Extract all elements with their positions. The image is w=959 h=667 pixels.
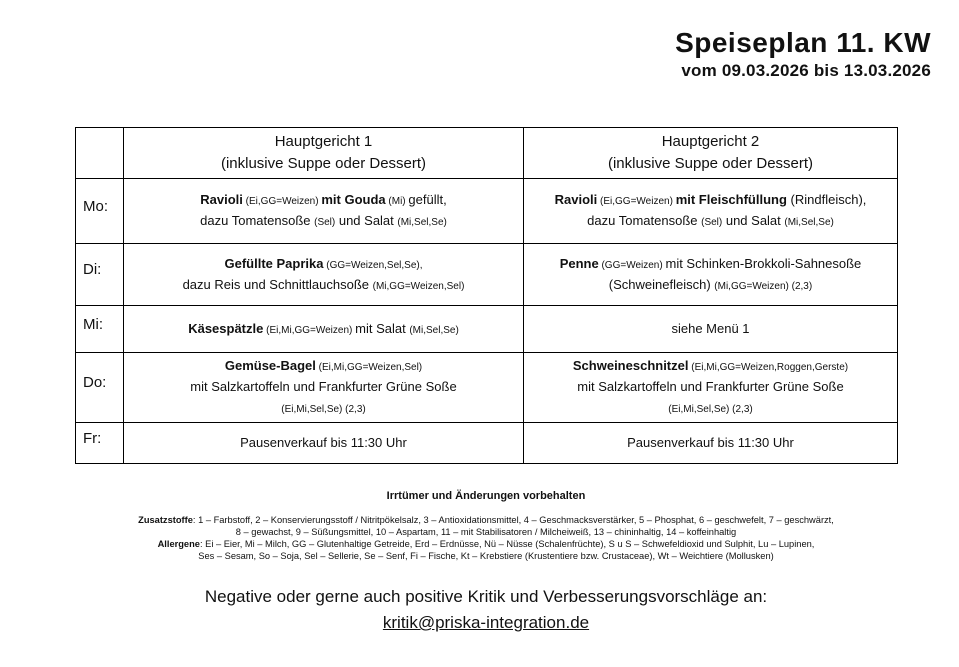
menu-cell: Penne (GG=Weizen) mit Schinken-Brokkoli-Sahnesoße (Schweinefleisch) (Mi,GG=Weizen) (2,3): [524, 244, 898, 306]
menu-cell: Käsespätzle (Ei,Mi,GG=Weizen) mit Salat (Mi,Sel,Se): [124, 306, 524, 353]
hauptgericht2-header: [524, 128, 898, 179]
legend-line: Allergene: Ei – Eier, Mi – Milch, GG – Glutenhaltige Getreide, Erd – Erdnüsse, Nü – Nüsse (Schalenfrüchte), S u S – Schwefeldioxid und Sulphit, Lu – Lupinen,: [157, 539, 815, 550]
disclaimer-notice: Irrtümer und Änderungen vorbehalten: [386, 490, 586, 502]
menu-table: [75, 127, 898, 464]
legend: [60, 514, 912, 562]
date-range: vom 09.03.2026 bis 13.03.2026: [681, 61, 931, 81]
menu-cell: Gefüllte Paprika (GG=Weizen,Sel,Se), dazu Reis und Schnittlauchsoße (Mi,GG=Weizen,Sel): [124, 244, 524, 306]
menu-cell: Gemüse-Bagel (Ei,Mi,GG=Weizen,Sel) mit Salzkartoffeln und Frankfurter Grüne Soße (Ei,Mi,Sel,Se) (2,3): [124, 353, 524, 423]
day-label: Do:: [76, 353, 124, 423]
day-label: Di:: [76, 244, 124, 306]
hauptgericht1-subtitle: (inklusive Suppe oder Dessert): [220, 155, 427, 172]
day-label: Mi:: [76, 306, 124, 353]
hauptgericht2-title: Hauptgericht 2: [661, 133, 760, 151]
hauptgericht1-title: Hauptgericht 1: [274, 133, 373, 151]
table-row: [76, 244, 898, 306]
hauptgericht1-header: [124, 128, 524, 179]
table-row: [76, 306, 898, 353]
menu-table-body: [76, 179, 898, 464]
menu-cell: Ravioli (Ei,GG=Weizen) mit Fleischfüllung (Rindfleisch), dazu Tomatensoße (Sel) und Salat (Mi,Sel,Se): [524, 179, 898, 244]
table-row: [76, 423, 898, 464]
menu-cell: Pausenverkauf bis 11:30 Uhr: [124, 423, 524, 464]
feedback-email-link[interactable]: kritik@priska-integration.de: [382, 612, 590, 632]
day-label: Mo:: [76, 179, 124, 244]
title-block: [675, 27, 931, 81]
menu-cell: siehe Menü 1: [524, 306, 898, 353]
day-column-header: [76, 128, 124, 179]
legend-line: Zusatzstoffe: 1 – Farbstoff, 2 – Konservierungsstoff / Nitritpökelsalz, 3 – Antioxidationsmittel, 4 – Geschmacksverstärker, 5 – Phosphat, 6 – geschwefelt, 7 – geschwärzt,: [138, 515, 834, 525]
menu-cell: Schweineschnitzel (Ei,Mi,GG=Weizen,Roggen,Gerste) mit Salzkartoffeln und Frankfurter Grüne Soße (Ei,Mi,Sel,Se) (2,3): [524, 353, 898, 423]
legend-line: 8 – gewachst, 9 – Süßungsmittel, 10 – Aspartam, 11 – mit Stabilisatoren / Milcheiweiß, 13 – chininhaltig, 14 – koffeinhaltig: [235, 527, 737, 538]
header-row: [76, 128, 898, 179]
page-title: Speiseplan 11. KW: [675, 27, 931, 58]
table-row: [76, 353, 898, 423]
table-row: [76, 179, 898, 244]
menu-cell: Ravioli (Ei,GG=Weizen) mit Gouda (Mi) gefüllt, dazu Tomatensoße (Sel) und Salat (Mi,Sel,Se): [124, 179, 524, 244]
menu-cell: Pausenverkauf bis 11:30 Uhr: [524, 423, 898, 464]
hauptgericht2-subtitle: (inklusive Suppe oder Dessert): [607, 155, 814, 172]
day-label: Fr:: [76, 423, 124, 464]
feedback-text: Negative oder gerne auch positive Kritik und Verbesserungsvorschläge an:: [204, 587, 768, 606]
legend-line: Ses – Sesam, So – Soja, Sel – Sellerie, Se – Senf, Fi – Fische, Kt – Krebstiere (Krustentiere bzw. Crustaceae), Wt – Weichtiere (Mollusken): [198, 551, 774, 562]
feedback-block: [75, 586, 897, 635]
